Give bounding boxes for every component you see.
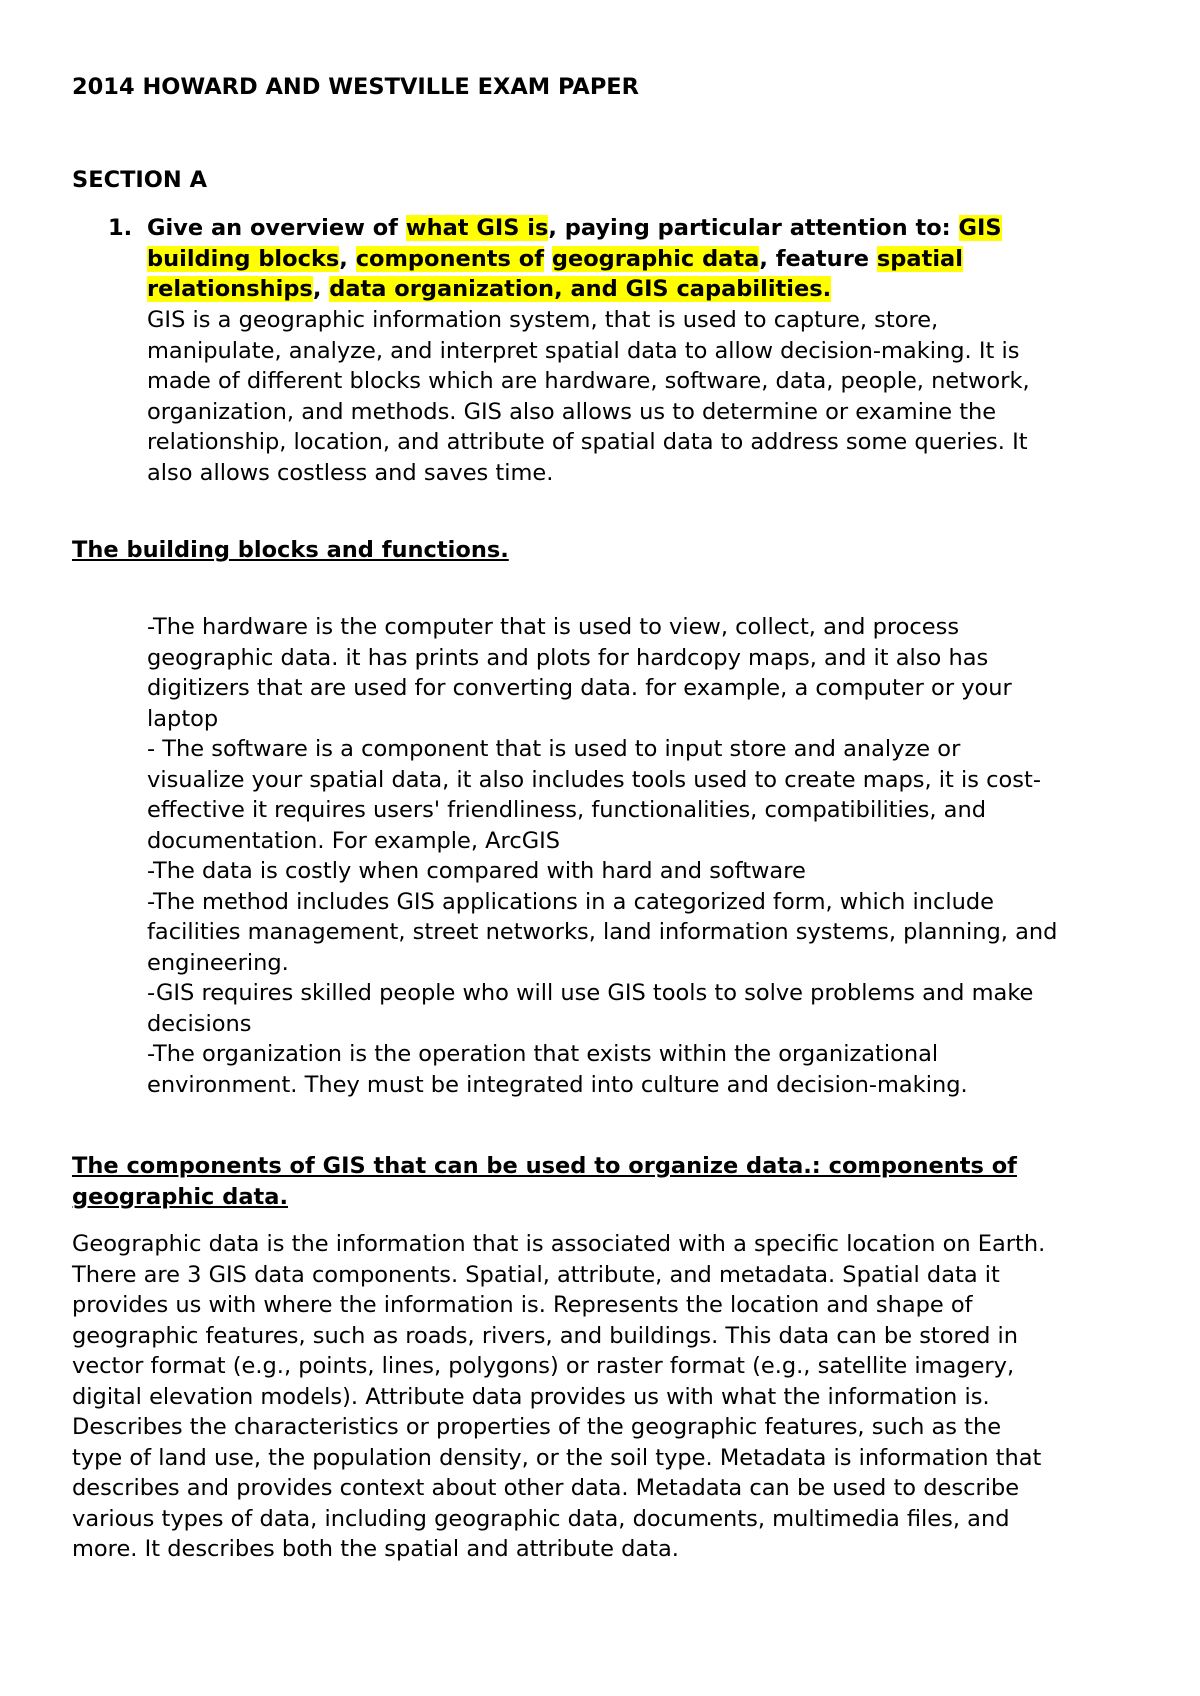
components-line: type of land use, the population density, or the soil type. Metadata is information that bbox=[72, 1444, 1042, 1471]
building-block-line: -The hardware is the computer that is used to view, collect, and process bbox=[147, 614, 960, 640]
heading-components bbox=[72, 1151, 1017, 1212]
components-line: geographic features, such as roads, rivers, and buildings. This data can be stored in bbox=[72, 1322, 1019, 1349]
building-block-line: visualize your spatial data, it also includes tools used to create maps, it is cost- bbox=[147, 766, 1041, 793]
components-line: more. It describes both the spatial and attribute data. bbox=[72, 1536, 679, 1562]
question-highlight: spatial relationships bbox=[147, 245, 963, 302]
answer-line: GIS is a geographic information system, that is used to capture, store, bbox=[147, 307, 939, 333]
question-highlight: GIS building blocks bbox=[147, 215, 1002, 272]
components-line: describes and provides context about other data. Metadata can be used to describe bbox=[72, 1475, 1020, 1501]
building-block-line: engineering. bbox=[147, 949, 289, 976]
question-highlight: what GIS is bbox=[405, 215, 549, 241]
building-block-line: laptop bbox=[147, 705, 219, 732]
question-segment: , bbox=[312, 276, 330, 302]
components-line: various types of data, including geographic data, documents, multimedia files, and bbox=[72, 1505, 1010, 1532]
question-segment: Give an overview of bbox=[147, 215, 406, 241]
question-text bbox=[147, 213, 1097, 305]
components-line: vector format (e.g., points, lines, polygons) or raster format (e.g., satellite imagery, bbox=[72, 1353, 1015, 1379]
answer-line: also allows costless and saves time. bbox=[147, 459, 554, 486]
building-block-line: facilities management, street networks, land information systems, planning, and bbox=[147, 919, 1058, 945]
building-block-line: geographic data. it has prints and plots for hardcopy maps, and it also has bbox=[147, 644, 989, 671]
building-blocks-list bbox=[147, 612, 1057, 1100]
building-block-line: effective it requires users' friendliness, functionalities, compatibilities, and bbox=[147, 797, 986, 823]
heading-building-blocks: The building blocks and functions. bbox=[72, 537, 509, 563]
document-title: 2014 HOWARD AND WESTVILLE EXAM PAPER bbox=[72, 74, 640, 100]
question-highlight: components of bbox=[355, 245, 545, 272]
answer-paragraph bbox=[147, 305, 1030, 488]
question-segment: , feature bbox=[759, 245, 877, 272]
building-block-line: digitizers that are used for converting data. for example, a computer or your bbox=[147, 675, 1012, 701]
answer-line: relationship, location, and attribute of spatial data to address some queries. It bbox=[147, 429, 1028, 455]
question-number: 1. bbox=[108, 215, 133, 241]
components-paragraph bbox=[72, 1229, 1045, 1565]
question-highlight: geographic data bbox=[551, 245, 760, 272]
section-heading: SECTION A bbox=[72, 167, 208, 193]
building-block-line: documentation. For example, ArcGIS bbox=[147, 827, 561, 854]
building-block-line: -GIS requires skilled people who will use GIS tools to solve problems and make bbox=[147, 980, 1034, 1006]
building-block-line: decisions bbox=[147, 1010, 252, 1037]
building-block-line: -The data is costly when compared with hard and software bbox=[147, 858, 806, 884]
components-line: Geographic data is the information that is associated with a specific location on Earth. bbox=[72, 1231, 1046, 1257]
question-segment bbox=[544, 246, 552, 272]
heading-components-line: geographic data. bbox=[72, 1183, 288, 1210]
components-line: Describes the characteristics or properties of the geographic features, such as the bbox=[72, 1414, 1002, 1440]
building-block-line: -The organization is the operation that exists within the organizational bbox=[147, 1041, 939, 1067]
components-line: There are 3 GIS data components. Spatial, attribute, and metadata. Spatial data it bbox=[72, 1261, 1000, 1288]
components-line: provides us with where the information is. Represents the location and shape of bbox=[72, 1292, 973, 1318]
building-block-line: - The software is a component that is used to input store and analyze or bbox=[147, 736, 961, 762]
building-block-line: -The method includes GIS applications in a categorized form, which include bbox=[147, 888, 995, 915]
question-highlight: data organization, and GIS capabilities. bbox=[329, 276, 832, 302]
answer-line: made of different blocks which are hardware, software, data, people, network, bbox=[147, 368, 1030, 394]
answer-line: organization, and methods. GIS also allows us to determine or examine the bbox=[147, 398, 997, 425]
question-segment: , bbox=[339, 245, 356, 272]
question-segment: , paying particular attention to: bbox=[548, 215, 959, 241]
building-block-line: environment. They must be integrated into culture and decision-making. bbox=[147, 1071, 968, 1098]
heading-components-line: The components of GIS that can be used to organize data.: components of bbox=[72, 1153, 1017, 1179]
answer-line: manipulate, analyze, and interpret spatial data to allow decision-making. It is bbox=[147, 337, 1020, 364]
components-line: digital elevation models). Attribute data provides us with what the information is. bbox=[72, 1383, 990, 1410]
